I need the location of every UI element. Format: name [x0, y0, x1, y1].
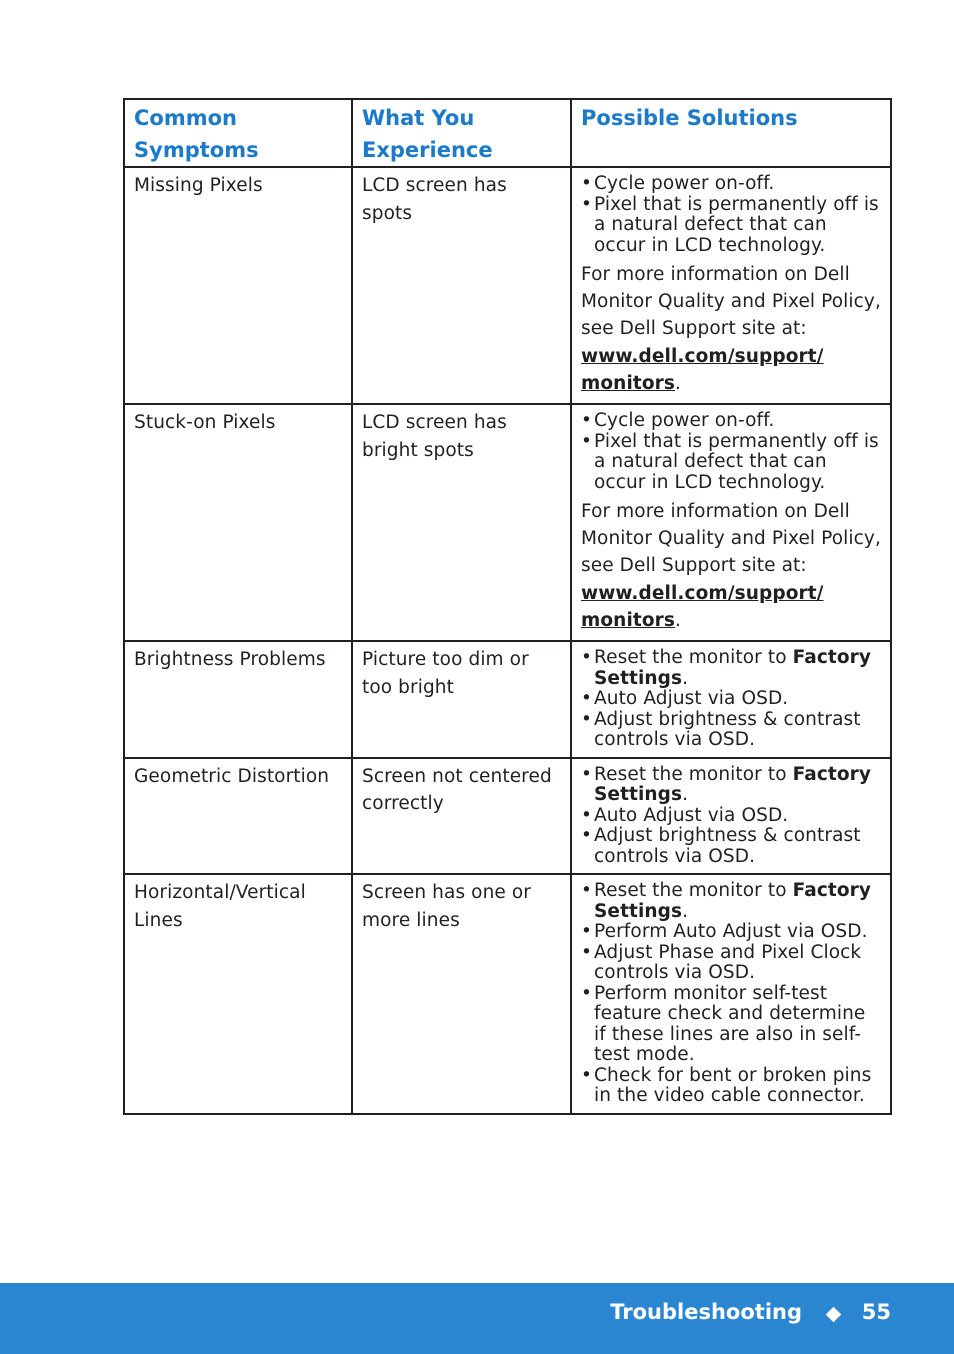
solution-text: Perform Auto Adjust via OSD. — [594, 921, 868, 943]
solution-item — [581, 765, 882, 806]
footer-bar — [0, 1283, 954, 1354]
solution-punctuation: . — [682, 784, 689, 806]
solution-item — [581, 806, 882, 827]
table-row — [124, 758, 891, 875]
solution-item — [581, 710, 882, 751]
header-what-you-experience: What You Experience — [352, 99, 571, 167]
solutions-cell — [571, 641, 891, 758]
solution-text: Reset the monitor to — [594, 647, 793, 669]
solution-item — [581, 881, 882, 922]
solution-emphasis: Factory Settings — [594, 647, 872, 689]
symptom-cell: Stuck-on Pixels — [124, 404, 352, 641]
table-row — [124, 404, 891, 641]
solution-text: Adjust brightness & contrast controls via OSD. — [594, 825, 861, 867]
solution-text: Check for bent or broken pins in the video cable connector. — [594, 1064, 872, 1107]
solution-emphasis: Factory Settings — [594, 880, 872, 922]
solution-item — [581, 689, 882, 710]
solution-text: Adjust Phase and Pixel Clock controls via OSD. — [594, 941, 862, 984]
solution-punctuation: . — [682, 900, 689, 922]
solution-item — [581, 411, 882, 432]
solution-item — [581, 195, 882, 257]
symptom-cell: Brightness Problems — [124, 641, 352, 758]
solutions-list — [581, 881, 882, 1107]
experience-cell: LCD screen has bright spots — [352, 404, 571, 641]
solution-text: Cycle power on-off. — [594, 410, 775, 432]
experience-cell: Picture too dim or too bright — [352, 641, 571, 758]
solution-text: Reset the monitor to — [594, 880, 793, 902]
solution-text: Pixel that is permanently off is a natural defect that can occur in LCD technology. — [594, 193, 879, 256]
solution-text: Pixel that is permanently off is a natural defect that can occur in LCD technology. — [594, 430, 879, 493]
table-row — [124, 874, 891, 1114]
solutions-list — [581, 174, 882, 256]
solutions-cell — [571, 874, 891, 1114]
experience-cell: LCD screen has spots — [352, 167, 571, 404]
solution-item — [581, 174, 882, 195]
solution-text: Auto Adjust via OSD. — [594, 804, 789, 826]
solution-text: Perform monitor self-test feature check and determine if these lines are also in self-test mode. — [594, 982, 866, 1066]
more-info-text: For more information on Dell Monitor Quality and Pixel Policy, see Dell Support site at: — [581, 501, 881, 577]
table-row — [124, 641, 891, 758]
solution-item — [581, 1066, 882, 1107]
solution-item — [581, 432, 882, 494]
solutions-list — [581, 648, 882, 751]
header-common-symptoms: Common Symptoms — [124, 99, 352, 167]
solution-item — [581, 922, 882, 943]
solution-item — [581, 943, 882, 984]
symptom-cell: Geometric Distortion — [124, 758, 352, 875]
solution-item — [581, 648, 882, 689]
more-info: For more information on Dell Monitor Quality and Pixel Policy, see Dell Support site at: www.dell.com/support/monitors. — [581, 264, 881, 394]
solution-text: Adjust brightness & contrast controls via OSD. — [594, 708, 861, 751]
experience-cell: Screen has one or more lines — [352, 874, 571, 1114]
table-row — [124, 167, 891, 404]
solutions-cell — [571, 758, 891, 875]
solution-text: Auto Adjust via OSD. — [594, 688, 789, 710]
troubleshooting-table — [123, 98, 892, 1115]
solution-text: Cycle power on-off. — [594, 173, 775, 194]
solution-text: Reset the monitor to — [594, 763, 793, 785]
solution-item — [581, 826, 882, 867]
table-body — [124, 167, 891, 1114]
diamond-separator-icon — [826, 1307, 842, 1323]
table-header-row — [124, 99, 891, 167]
solution-emphasis: Factory Settings — [594, 763, 872, 806]
dell-support-link[interactable]: www.dell.com/support/monitors — [581, 345, 824, 394]
dell-support-link[interactable]: www.dell.com/support/monitors — [581, 582, 824, 631]
symptom-cell: Horizontal/Vertical Lines — [124, 874, 352, 1114]
solutions-list — [581, 765, 882, 868]
solutions-cell — [571, 167, 891, 404]
solution-item — [581, 984, 882, 1066]
header-possible-solutions: Possible Solutions — [571, 99, 891, 167]
solutions-cell — [571, 404, 891, 641]
solutions-list — [581, 411, 882, 493]
solution-punctuation: . — [682, 667, 689, 689]
more-info: For more information on Dell Monitor Quality and Pixel Policy, see Dell Support site at: www.dell.com/support/monitors. — [581, 501, 881, 631]
footer-section-title: Troubleshooting — [610, 1300, 802, 1324]
symptom-cell: Missing Pixels — [124, 167, 352, 404]
page-number: 55 — [861, 1300, 891, 1324]
experience-cell: Screen not centered correctly — [352, 758, 571, 875]
more-info-text: For more information on Dell Monitor Quality and Pixel Policy, see Dell Support site at: — [581, 264, 881, 340]
